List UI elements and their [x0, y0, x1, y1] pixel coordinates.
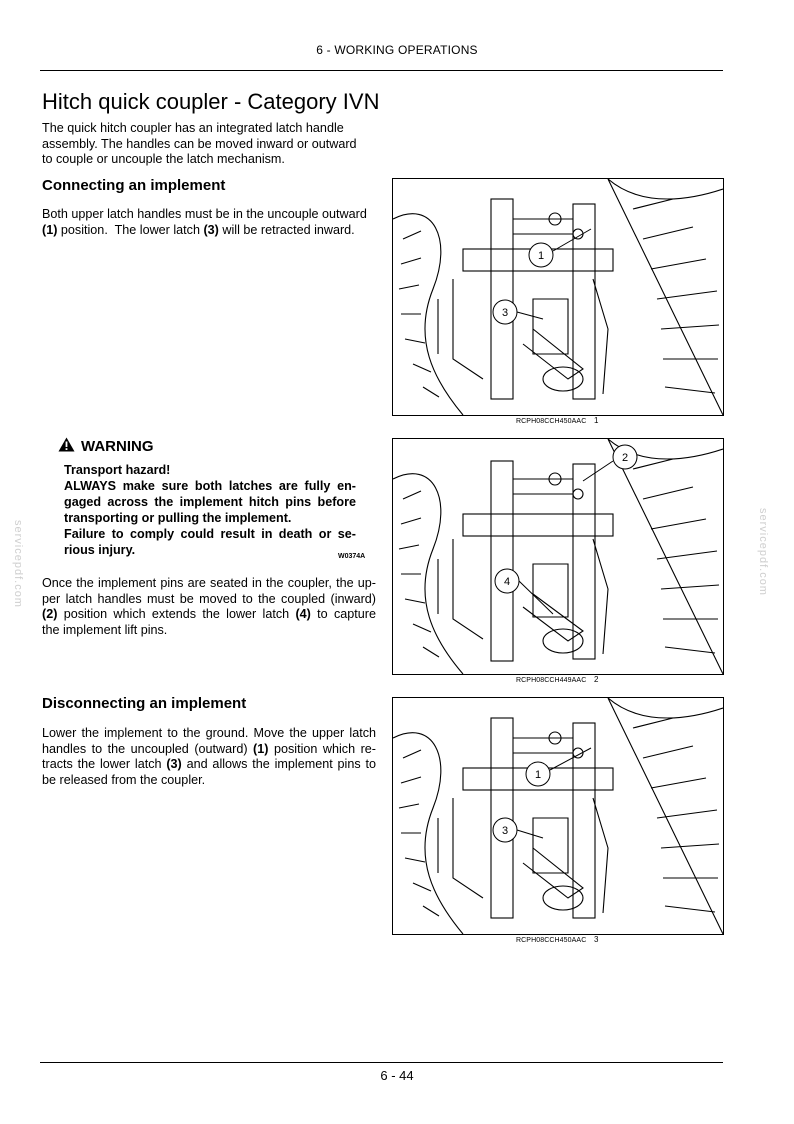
connecting-paragraph-2: [42, 576, 376, 638]
callout-4: 4: [503, 576, 511, 588]
text-line: [42, 607, 376, 623]
warning-line: gaged across the implement hitch pins before: [64, 495, 356, 509]
hitch-coupler-drawing: [393, 179, 723, 415]
text-run: to capture: [310, 607, 376, 621]
text-line: Once the implement pins are seated in the coupler, the up-: [42, 576, 376, 590]
figure-3-illustration: [392, 697, 724, 935]
text-run: handles to the uncoupled (outward): [42, 741, 254, 756]
text-run: tracts the lower latch: [42, 757, 167, 771]
warning-line: Failure to comply could result in death or se-: [64, 527, 356, 541]
text-run: position. The lower latch: [57, 222, 204, 237]
text-run: position which re-: [268, 741, 377, 756]
text-line: [42, 742, 376, 758]
text-line: assembly. The handles can be moved inward or outward: [42, 136, 357, 151]
callout-1: 1: [537, 250, 545, 262]
header-rule: [40, 70, 723, 71]
footer-rule: [40, 1062, 723, 1063]
figure-1-number: 1: [594, 416, 599, 425]
hitch-coupler-drawing: [393, 698, 723, 934]
callout-3: 3: [501, 825, 509, 837]
text-run: and allows the implement pins to: [181, 757, 376, 771]
warning-heading: [58, 437, 154, 456]
ref-2: (2): [42, 607, 58, 621]
figure-2-code: RCPH08CCH449AAC: [516, 677, 587, 684]
text-line: Both upper latch handles must be in the uncouple outward: [42, 207, 367, 221]
running-header: 6 - WORKING OPERATIONS: [316, 43, 478, 57]
connecting-paragraph-1: [42, 207, 376, 238]
warning-line: transporting or pulling the implement.: [64, 511, 292, 525]
figure-2-illustration: [392, 438, 724, 675]
figure-1-code: RCPH08CCH450AAC: [516, 418, 587, 425]
figure-2-number: 2: [594, 675, 599, 684]
ref-4: (4): [295, 607, 311, 621]
text-run: will be retracted inward.: [218, 222, 355, 237]
callout-2: 2: [621, 452, 629, 464]
warning-text: [64, 462, 356, 558]
section-heading-disconnecting: Disconnecting an implement: [42, 695, 247, 712]
text-line: [42, 757, 376, 773]
ref-3: (3): [166, 757, 182, 771]
text-line: per latch handles must be moved to the coupled (inward): [42, 591, 376, 606]
page-number: 6 - 44: [380, 1068, 414, 1083]
figure-3-number: 3: [594, 935, 599, 944]
watermark-right: servicepdf.com: [757, 508, 769, 596]
warning-line: rious injury.: [64, 543, 136, 557]
figure-1-illustration: [392, 178, 724, 416]
warning-code: W0374A: [338, 553, 366, 560]
section-heading-connecting: Connecting an implement: [42, 177, 226, 194]
warning-label: WARNING: [81, 438, 154, 455]
callout-1: 1: [534, 769, 542, 781]
text-line: the implement lift pins.: [42, 622, 168, 637]
ref-1: (1): [42, 222, 58, 237]
page-title: Hitch quick coupler - Category IVN: [42, 89, 380, 114]
text-line: [42, 223, 376, 239]
ref-3: (3): [203, 222, 219, 237]
text-line: Lower the implement to the ground. Move the upper latch: [42, 726, 376, 740]
hitch-coupler-drawing: [393, 439, 723, 674]
warning-line: ALWAYS make sure both latches are fully en-: [64, 479, 356, 493]
disconnecting-paragraph: [42, 726, 376, 788]
warning-line: Transport hazard!: [64, 463, 171, 477]
text-line: be released from the coupler.: [42, 772, 206, 787]
intro-paragraph: [42, 121, 376, 168]
ref-1: (1): [253, 741, 269, 756]
text-line: The quick hitch coupler has an integrated latch handle: [42, 121, 344, 135]
text-run: position which extends the lower latch: [57, 607, 296, 621]
text-line: to couple or uncouple the latch mechanism.: [42, 152, 285, 166]
callout-3: 3: [501, 307, 509, 319]
warning-triangle-icon: [58, 437, 75, 456]
watermark-left: servicepdf.com: [12, 520, 24, 608]
figure-3-code: RCPH08CCH450AAC: [516, 937, 587, 944]
